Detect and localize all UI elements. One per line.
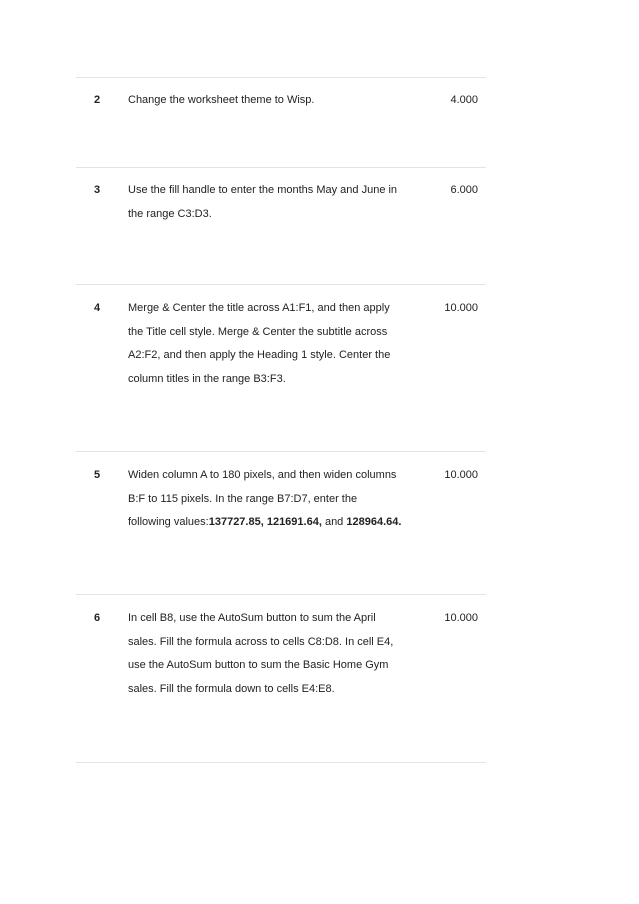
step-points: 4.000 [450,94,478,106]
step-number: 5 [94,469,101,481]
step-description: Use the fill handle to enter the months May and June in the range C3:D3. [128,184,398,220]
step-description: Change the worksheet theme to Wisp. [128,94,315,106]
step-number: 6 [94,612,101,624]
value-bold: 128964.64. [346,516,402,528]
step-number: 4 [94,302,101,314]
step-number: 3 [94,184,101,196]
row-divider [76,451,486,452]
step-description: In cell B8, use the AutoSum button to sum the April sales. Fill the formula across to cells C8:D8. In cell E4, use the AutoSum button to sum the Basic Home Gym sales. Fill the formula down to cells E4:E8. [128,612,394,695]
row-divider [76,762,486,763]
value-bold: 137727.85, 121691.64, [208,516,322,528]
row-divider [76,167,486,168]
row-divider [76,77,486,78]
row-divider [76,594,486,595]
step-number: 2 [94,94,101,106]
step-points: 6.000 [450,184,478,196]
step-points: 10.000 [444,612,478,624]
step-description: Merge & Center the title across A1:F1, and then apply the Title cell style. Merge & Center the subtitle across A2:F2, and then apply the Heading 1 style. Center the column titles in the range B3:F3. [128,302,391,385]
row-divider [76,284,486,285]
step-points: 10.000 [444,302,478,314]
step-points: 10.000 [444,469,478,481]
step-description: Widen column A to 180 pixels, and then widen columns B:F to 115 pixels. In the range B7:D7, enter the following values:137727.85, 121691.64, and 128964.64. [128,469,402,528]
